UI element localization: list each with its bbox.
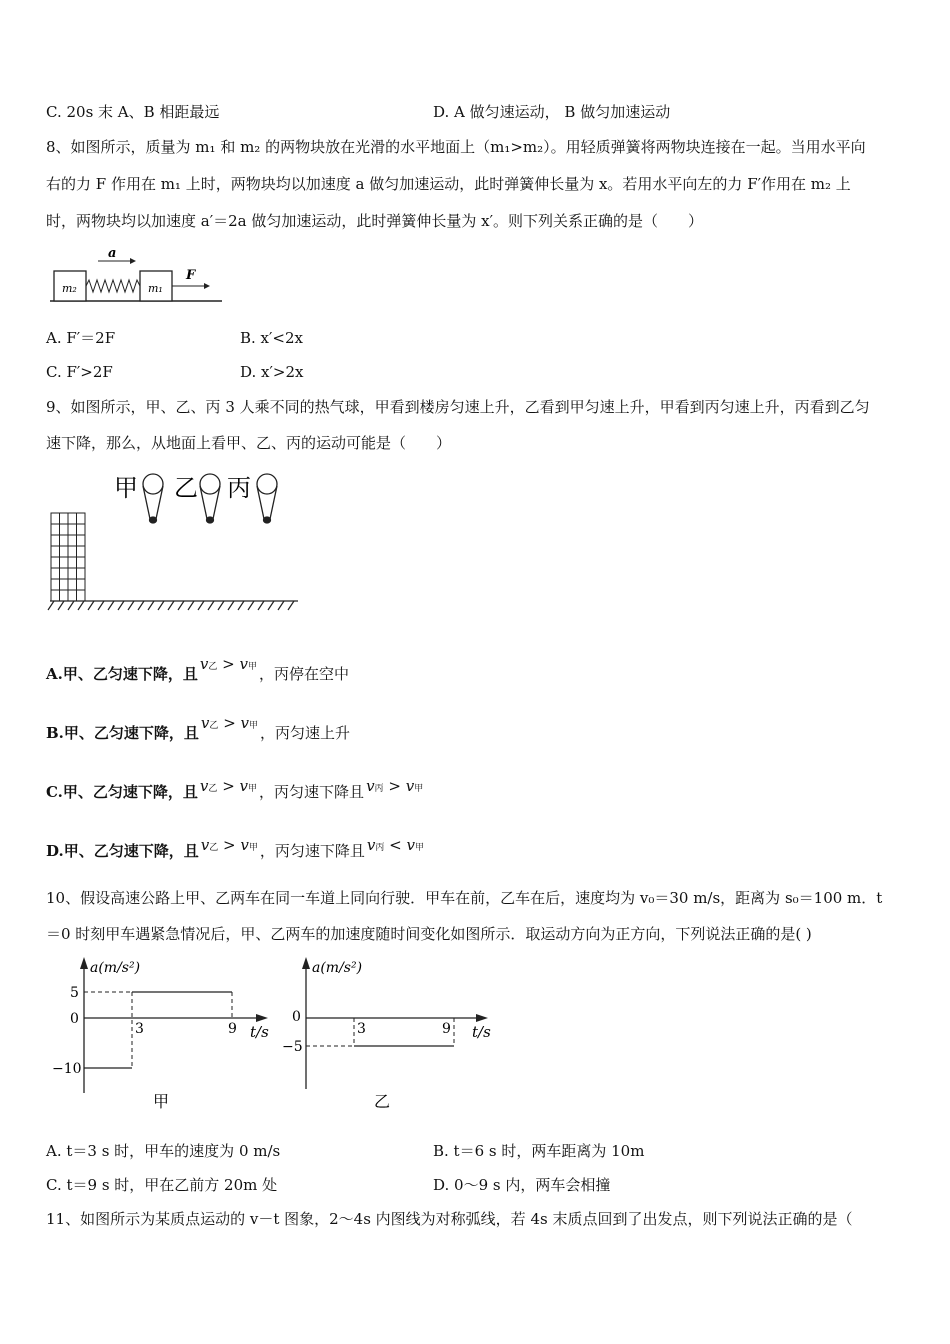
tick-5: 5	[70, 985, 79, 1001]
q9-option-d	[46, 836, 426, 864]
q9-option-b-post: ，丙匀速上升	[260, 724, 351, 742]
chart-yi	[276, 955, 506, 1115]
x-label: t/s	[472, 1023, 491, 1041]
x-label: t/s	[250, 1023, 269, 1041]
v-yi-gt-v-jia: v乙 > v甲	[199, 777, 258, 795]
q9-option-b-pre: B.甲、乙匀速下降，且	[46, 724, 199, 742]
q9-option-c	[46, 777, 425, 805]
v-yi-gt-v-jia: v乙 > v甲	[200, 714, 259, 732]
tick-0: 0	[70, 1011, 79, 1027]
tick-9: 9	[228, 1021, 237, 1037]
caption: 乙	[374, 1092, 391, 1111]
v-bing-gt-v-jia: v丙 > v甲	[366, 777, 424, 795]
balloon-jia	[143, 474, 163, 523]
q10-option-a: A. t＝3 s 时，甲车的速度为 0 m/s	[46, 1142, 281, 1160]
balloons-figure	[46, 465, 306, 615]
balloon-yi	[200, 474, 220, 523]
spring	[86, 280, 140, 292]
balloon-bing	[257, 474, 277, 523]
q11-text-line1: 11、如图所示为某质点运动的 v－t 图象，2～4s 内图线为对称弧线，若 4s 末质点回到了出发点，则下列说法正确的是（	[46, 1210, 853, 1228]
q10-option-b: B. t＝6 s 时，两车距离为 10m	[433, 1142, 645, 1160]
q9-text-line2: 速下降，那么，从地面上看甲、乙、丙的运动可能是（ ）	[46, 434, 452, 452]
building	[51, 513, 85, 601]
q8-text-line1: 8、如图所示，质量为 m₁ 和 m₂ 的两物块放在光滑的水平地面上（m₁>m₂）。用轻质弹簧将两物块连接在一起。当用水平向	[46, 138, 866, 156]
q9-option-a	[46, 655, 350, 687]
spring-blocks-figure	[46, 245, 226, 310]
q7-option-d: D. A 做匀速运动， B 做匀加速运动	[433, 103, 671, 121]
q9-option-a-pre: A.甲、乙匀速下降，且	[46, 665, 198, 683]
q9-option-c-pre: C.甲、乙匀速下降，且	[46, 783, 198, 801]
caption: 甲	[153, 1092, 170, 1111]
ground	[48, 601, 298, 610]
q10-option-d: D. 0～9 s 内，两车会相撞	[433, 1176, 611, 1194]
label-jia: 甲	[114, 474, 138, 502]
q10-option-c: C. t＝9 s 时，甲在乙前方 20m 处	[46, 1176, 278, 1194]
q9-option-b	[46, 714, 351, 746]
label-m1: m₁	[148, 282, 163, 295]
q8-option-c: C. F′>2F	[46, 363, 113, 381]
q10-text-line1: 10、假设高速公路上甲、乙两车在同一车道上同向行驶．甲车在前，乙车在后，速度均为 v₀＝30 m/s，距离为 s₀＝100 m．t	[46, 889, 883, 907]
tick-m5: −5	[282, 1039, 303, 1055]
v-yi-gt-v-jia: v乙 > v甲	[200, 836, 258, 854]
label-F: F	[186, 268, 196, 283]
q9-option-d-mid: ，丙匀速下降且	[259, 842, 365, 860]
q9-option-c-mid: ，丙匀速下降且	[259, 783, 365, 801]
q9-option-a-post: ，丙停在空中	[259, 665, 350, 683]
q9-text-line1: 9、如图所示，甲、乙、丙 3 人乘不同的热气球，甲看到楼房匀速上升，乙看到甲匀速上升，甲看到丙匀速上升，丙看到乙匀	[46, 398, 870, 416]
tick-3: 3	[357, 1021, 366, 1037]
y-label: a(m/s²)	[90, 960, 141, 976]
q9-option-d-pre: D.甲、乙匀速下降，且	[46, 842, 199, 860]
q8-text-line2: 右的力 F 作用在 m₁ 上时，两物块均以加速度 a 做匀加速运动，此时弹簧伸长量为 x。若用水平向左的力 F′作用在 m₂ 上	[46, 175, 851, 193]
tick-0: 0	[292, 1009, 301, 1025]
v-yi-gt-v-jia: v乙 > v甲	[199, 655, 258, 673]
tick-m10: −10	[52, 1061, 82, 1077]
chart-jia	[46, 955, 276, 1115]
q8-option-b: B. x′<2x	[240, 329, 303, 347]
q8-text-line3: 时，两物块均以加速度 a′＝2a 做匀加速运动，此时弹簧伸长量为 x′。则下列关系正确的是（ ）	[46, 212, 704, 230]
label-a: a	[108, 246, 117, 261]
tick-9: 9	[442, 1021, 451, 1037]
label-yi: 乙	[174, 474, 198, 502]
q7-option-c: C. 20s 末 A、B 相距最远	[46, 103, 220, 121]
label-bing: 丙	[227, 474, 251, 502]
label-m2: m₂	[62, 282, 77, 295]
q8-option-d: D. x′>2x	[240, 363, 304, 381]
q10-text-line2: ＝0 时刻甲车遇紧急情况后，甲、乙两车的加速度随时间变化如图所示．取运动方向为正方向，下列说法正确的是( )	[46, 925, 812, 943]
v-bing-lt-v-jia: v丙 < v甲	[366, 836, 424, 854]
y-label: a(m/s²)	[312, 960, 363, 976]
q8-option-a: A. F′＝2F	[46, 329, 116, 347]
tick-3: 3	[135, 1021, 144, 1037]
